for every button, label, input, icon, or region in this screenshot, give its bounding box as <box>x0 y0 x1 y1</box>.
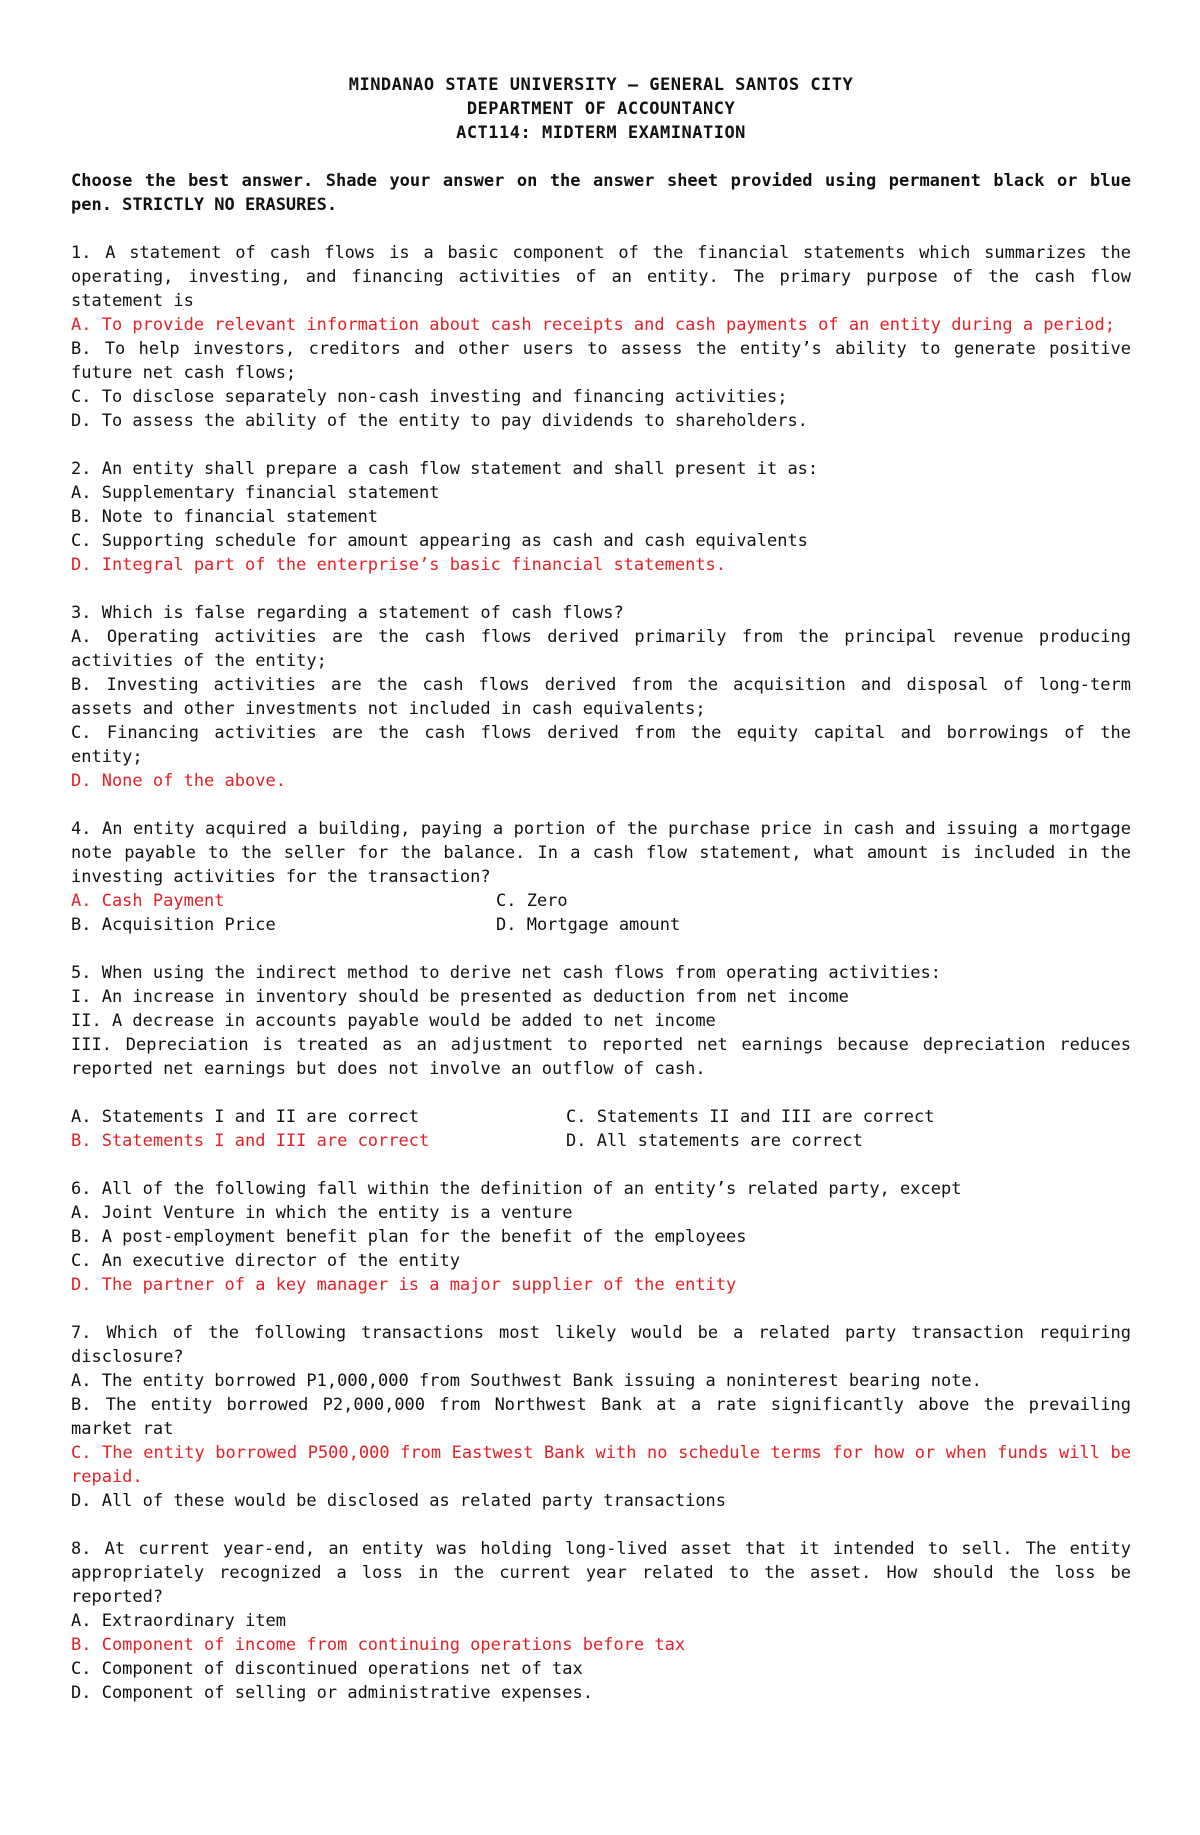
question-stem: 1. A statement of cash flows is a basic component of the financial statements which summarizes the operating, investing, and financing activities of an entity. The primary purpose of the cash flow statement is <box>71 243 1131 311</box>
question-8 <box>71 1537 1131 1705</box>
option-c: C. To disclose separately non-cash investing and financing activities; <box>71 387 788 407</box>
option-a: A. Statements I and II are correct <box>71 1107 419 1127</box>
option-d-correct: D. None of the above. <box>71 771 286 791</box>
option-c: C. Zero <box>496 891 568 911</box>
question-2 <box>71 457 1131 577</box>
question-stem: 3. Which is false regarding a statement of cash flows? <box>71 603 624 623</box>
option-c-correct: C. The entity borrowed P500,000 from Eastwest Bank with no schedule terms for how or when funds will be repaid. <box>71 1443 1131 1487</box>
option-b-correct: B. Component of income from continuing operations before tax <box>71 1635 686 1655</box>
option-a: A. Supplementary financial statement <box>71 483 440 503</box>
option-d: D. Component of selling or administrative expenses. <box>71 1683 593 1703</box>
question-3 <box>71 601 1131 793</box>
option-b: B. A post-employment benefit plan for the benefit of the employees <box>71 1227 747 1247</box>
question-6 <box>71 1177 1131 1297</box>
question-stem: 5. When using the indirect method to derive net cash flows from operating activities: <box>71 963 941 983</box>
question-4 <box>71 817 1131 937</box>
question-stem: 6. All of the following fall within the definition of an entity’s related party, except <box>71 1179 962 1199</box>
question-1 <box>71 241 1131 433</box>
option-d: D. All statements are correct <box>566 1131 863 1151</box>
statement-iii: III. Depreciation is treated as an adjustment to reported net earnings because depreciation reduces reported net earnings but does not involve an outflow of cash. <box>71 1035 1131 1079</box>
exam-instructions: Choose the best answer. Shade your answer on the answer sheet provided using permanent black or blue pen. STRICTLY NO ERASURES. <box>71 171 1131 215</box>
option-d: D. All of these would be disclosed as related party transactions <box>71 1491 727 1511</box>
option-a: A. Extraordinary item <box>71 1611 286 1631</box>
option-b: B. The entity borrowed P2,000,000 from Northwest Bank at a rate significantly above the prevailing market rat <box>71 1395 1131 1439</box>
statement-i: I. An increase in inventory should be presented as deduction from net income <box>71 987 849 1007</box>
options-grid <box>71 889 1131 937</box>
university-name: MINDANAO STATE UNIVERSITY – GENERAL SANTOS CITY <box>348 75 854 95</box>
option-c: C. Supporting schedule for amount appearing as cash and cash equivalents <box>71 531 808 551</box>
question-5 <box>71 961 1131 1153</box>
option-a: A. The entity borrowed P1,000,000 from Southwest Bank issuing a noninterest bearing note. <box>71 1371 982 1391</box>
option-d-correct: D. The partner of a key manager is a major supplier of the entity <box>71 1275 737 1295</box>
option-c: C. An executive director of the entity <box>71 1251 460 1271</box>
option-b: B. To help investors, creditors and other users to assess the entity’s ability to generate positive future net cash flows; <box>71 339 1131 383</box>
options-grid <box>71 1105 1131 1153</box>
department-name: DEPARTMENT OF ACCOUNTANCY <box>466 99 736 119</box>
exam-header <box>71 73 1131 145</box>
option-b: B. Investing activities are the cash flows derived from the acquisition and disposal of long-term assets and other investments not included in cash equivalents; <box>71 675 1131 719</box>
question-stem: 8. At current year-end, an entity was holding long-lived asset that it intended to sell. The entity appropriately recognized a loss in the current year related to the asset. How should the loss be reported? <box>71 1539 1131 1607</box>
option-d: D. Mortgage amount <box>496 915 681 935</box>
exam-title: ACT114: MIDTERM EXAMINATION <box>456 123 746 143</box>
option-a-correct: A. Cash Payment <box>71 891 225 911</box>
option-b: B. Acquisition Price <box>71 915 276 935</box>
option-c: C. Financing activities are the cash flows derived from the equity capital and borrowings of the entity; <box>71 723 1131 767</box>
option-a: A. Operating activities are the cash flows derived primarily from the principal revenue producing activities of the entity; <box>71 627 1131 671</box>
option-d-correct: D. Integral part of the enterprise’s basic financial statements. <box>71 555 727 575</box>
option-a: A. Joint Venture in which the entity is a venture <box>71 1203 573 1223</box>
question-stem: 7. Which of the following transactions most likely would be a related party transaction requiring disclosure? <box>71 1323 1131 1367</box>
option-d: D. To assess the ability of the entity to pay dividends to shareholders. <box>71 411 808 431</box>
question-7 <box>71 1321 1131 1513</box>
option-c: C. Statements II and III are correct <box>566 1107 935 1127</box>
option-c: C. Component of discontinued operations net of tax <box>71 1659 583 1679</box>
option-a-correct: A. To provide relevant information about cash receipts and cash payments of an entity during a period; <box>71 315 1115 335</box>
question-stem: 2. An entity shall prepare a cash flow statement and shall present it as: <box>71 459 819 479</box>
statement-ii: II. A decrease in accounts payable would be added to net income <box>71 1011 716 1031</box>
spacer <box>71 1081 1131 1105</box>
question-stem: 4. An entity acquired a building, paying a portion of the purchase price in cash and issuing a mortgage note payable to the seller for the balance. In a cash flow statement, what amount is included in the investing activities for the transaction? <box>71 819 1131 887</box>
option-b: B. Note to financial statement <box>71 507 379 527</box>
option-b-correct: B. Statements I and III are correct <box>71 1131 430 1151</box>
